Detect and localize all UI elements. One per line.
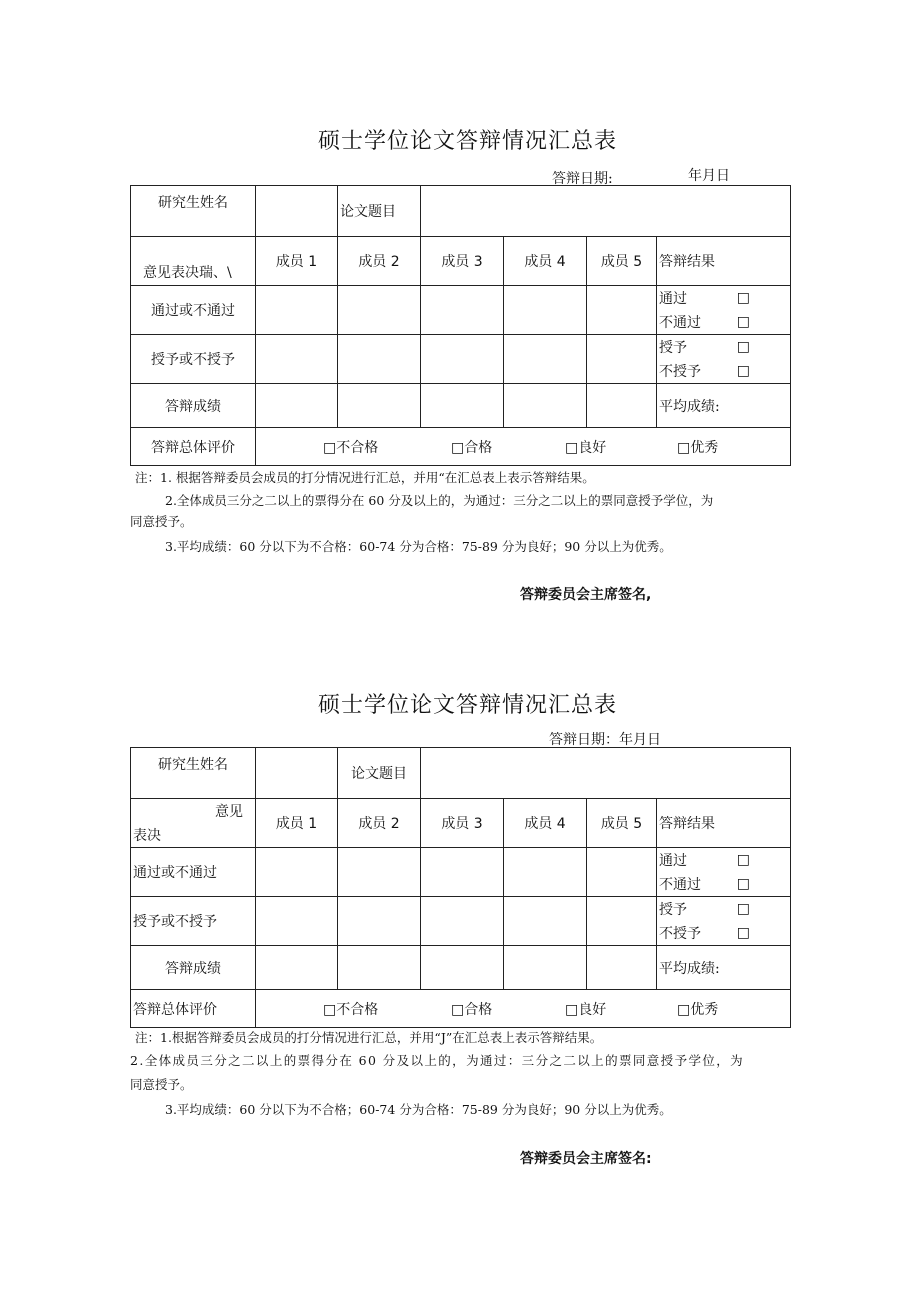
form1-note-1: 注：1. 根据答辩委员会成员的打分情况进行汇总，并用“在汇总表上表示答辩结果。	[135, 470, 595, 485]
eval-options-cell	[256, 428, 791, 466]
form2-note-3: 3.平均成绩：60 分以下为不合格；60-74 分为合格：75-89 分为良好；90 分以上为优秀。	[165, 1102, 672, 1117]
row-eval-label: 答辩总体评价	[131, 428, 256, 466]
grant-result-cell	[657, 897, 791, 946]
opinion-header-bottom: 表决	[133, 828, 161, 844]
eval-options-cell	[256, 990, 791, 1028]
pass-option-label: 通过	[659, 291, 687, 307]
member-4-header: 成员 4	[504, 799, 587, 848]
score-member-5[interactable]	[587, 384, 657, 428]
pass-result-cell	[657, 848, 791, 897]
fail-option-label: 不通过	[659, 877, 701, 893]
form1-note-2a: 2.全体成员三分之二以上的票得分在 60 分及以上的，为通过：三分之二以上的票同意授予学位，为	[165, 493, 714, 508]
form1-signature-label: 答辩委员会主席签名,	[520, 587, 652, 603]
pass-member-1[interactable]	[256, 286, 338, 335]
member-5-header: 成员 5	[587, 799, 657, 848]
pass-member-3[interactable]	[421, 848, 504, 897]
grant-member-4[interactable]	[504, 897, 587, 946]
grant-member-5[interactable]	[587, 897, 657, 946]
rating-pass[interactable]: □合格	[451, 1001, 493, 1018]
pass-member-2[interactable]	[338, 848, 421, 897]
form1-date-label: 答辩日期:	[552, 171, 613, 187]
rating-excellent[interactable]: □优秀	[677, 1001, 719, 1018]
row-pass-label: 通过或不通过	[131, 286, 256, 335]
fail-checkbox[interactable]: □	[736, 876, 750, 892]
member-1-header: 成员 1	[256, 237, 338, 286]
grant-member-1[interactable]	[256, 335, 338, 384]
rating-good[interactable]: □良好	[565, 439, 607, 456]
rating-fail[interactable]: □不合格	[323, 439, 379, 456]
fail-option-label: 不通过	[659, 315, 701, 331]
grant-option-label: 授予	[659, 340, 687, 356]
form1-table	[130, 185, 791, 466]
row-pass-label: 通过或不通过	[131, 848, 256, 897]
form2-signature-label: 答辩委员会主席签名:	[520, 1151, 652, 1167]
row-grant-label: 授予或不授予	[131, 897, 256, 946]
pass-result-cell	[657, 286, 791, 335]
score-member-1[interactable]	[256, 384, 338, 428]
grant-checkbox[interactable]: □	[736, 339, 750, 355]
form2-title: 硕士学位论文答辩情况汇总表	[318, 693, 618, 718]
member-4-header: 成员 4	[504, 237, 587, 286]
form2-date-label: 答辩日期：年月日	[549, 732, 661, 748]
opinion-header-top: 意见	[215, 804, 243, 820]
grant-member-4[interactable]	[504, 335, 587, 384]
member-3-header: 成员 3	[421, 237, 504, 286]
pass-checkbox[interactable]: □	[736, 852, 750, 868]
score-member-4[interactable]	[504, 384, 587, 428]
score-member-5[interactable]	[587, 946, 657, 990]
row-grant-label: 授予或不授予	[131, 335, 256, 384]
row-eval-label: 答辩总体评价	[131, 990, 256, 1028]
pass-member-5[interactable]	[587, 848, 657, 897]
student-name-cell[interactable]	[256, 748, 338, 799]
no-grant-checkbox[interactable]: □	[736, 925, 750, 941]
score-member-2[interactable]	[338, 946, 421, 990]
pass-member-4[interactable]	[504, 848, 587, 897]
rating-pass[interactable]: □合格	[451, 439, 493, 456]
grant-member-2[interactable]	[338, 897, 421, 946]
thesis-title-label: 论文题目	[338, 186, 421, 237]
score-member-2[interactable]	[338, 384, 421, 428]
member-5-header: 成员 5	[587, 237, 657, 286]
opinion-header: 意见表决瑞、\	[131, 237, 256, 286]
student-name-cell[interactable]	[256, 186, 338, 237]
member-1-header: 成员 1	[256, 799, 338, 848]
no-grant-checkbox[interactable]: □	[736, 363, 750, 379]
thesis-title-cell[interactable]	[421, 186, 791, 237]
member-2-header: 成员 2	[338, 799, 421, 848]
grant-option-label: 授予	[659, 902, 687, 918]
opinion-header-cell	[131, 799, 256, 848]
no-grant-option-label: 不授予	[659, 926, 701, 942]
grant-member-3[interactable]	[421, 897, 504, 946]
score-member-3[interactable]	[421, 384, 504, 428]
avg-score-label: 平均成绩:	[657, 384, 791, 428]
score-member-3[interactable]	[421, 946, 504, 990]
rating-good[interactable]: □良好	[565, 1001, 607, 1018]
form2-table	[130, 747, 791, 1028]
row-score-label: 答辩成绩	[131, 384, 256, 428]
grant-member-1[interactable]	[256, 897, 338, 946]
thesis-title-cell[interactable]	[421, 748, 791, 799]
grant-result-cell	[657, 335, 791, 384]
pass-member-4[interactable]	[504, 286, 587, 335]
avg-score-label: 平均成绩:	[657, 946, 791, 990]
form2-note-2b: 同意授予。	[130, 1077, 193, 1092]
pass-option-label: 通过	[659, 853, 687, 869]
pass-member-1[interactable]	[256, 848, 338, 897]
rating-fail[interactable]: □不合格	[323, 1001, 379, 1018]
grant-member-5[interactable]	[587, 335, 657, 384]
score-member-4[interactable]	[504, 946, 587, 990]
form1-note-2b: 同意授予。	[130, 514, 193, 529]
form1-title: 硕士学位论文答辩情况汇总表	[318, 129, 618, 154]
pass-member-3[interactable]	[421, 286, 504, 335]
pass-checkbox[interactable]: □	[736, 290, 750, 306]
result-header: 答辩结果	[657, 237, 791, 286]
form1-date-value: 年月日	[688, 168, 730, 184]
rating-excellent[interactable]: □优秀	[677, 439, 719, 456]
form2-note-1: 注：1.根据答辩委员会成员的打分情况进行汇总，并用“J”在汇总表上表示答辩结果。	[135, 1030, 603, 1045]
no-grant-option-label: 不授予	[659, 364, 701, 380]
form1-note-3: 3.平均成绩：60 分以下为不合格：60-74 分为合格：75-89 分为良好；90 分以上为优秀。	[165, 539, 672, 554]
student-name-label: 研究生姓名	[131, 748, 256, 799]
pass-member-2[interactable]	[338, 286, 421, 335]
form2-note-2a: 2.全体成员三分之二以上的票得分在 60 分及以上的，为通过：三分之二以上的票同意授予学位，为	[130, 1053, 745, 1068]
pass-member-5[interactable]	[587, 286, 657, 335]
grant-member-2[interactable]	[338, 335, 421, 384]
member-2-header: 成员 2	[338, 237, 421, 286]
fail-checkbox[interactable]: □	[736, 314, 750, 330]
grant-checkbox[interactable]: □	[736, 901, 750, 917]
row-score-label: 答辩成绩	[131, 946, 256, 990]
score-member-1[interactable]	[256, 946, 338, 990]
grant-member-3[interactable]	[421, 335, 504, 384]
member-3-header: 成员 3	[421, 799, 504, 848]
student-name-label: 研究生姓名	[131, 186, 256, 237]
result-header: 答辩结果	[657, 799, 791, 848]
thesis-title-label: 论文题目	[338, 748, 421, 799]
